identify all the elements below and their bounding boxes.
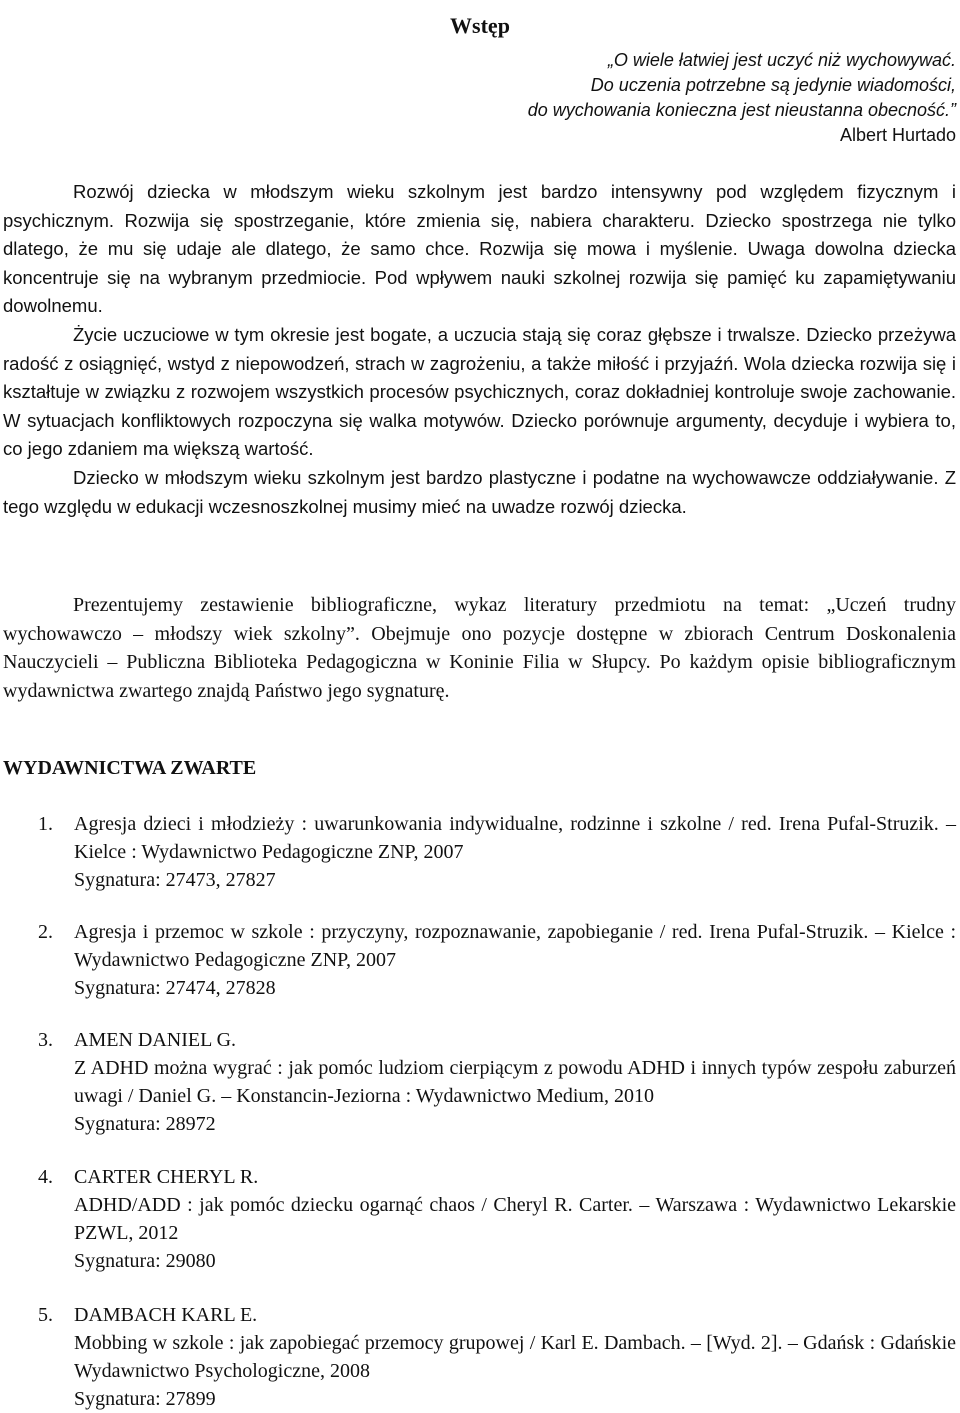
bibliography-entry	[38, 1163, 956, 1275]
entry-signature: Sygnatura: 27473, 27827	[74, 869, 276, 891]
motto-line: Do uczenia potrzebne są jedynie wiadomości,	[590, 75, 956, 95]
entry-author: DAMBACH KARL E.	[74, 1304, 258, 1326]
motto-line: „O wiele łatwiej jest uczyć niż wychowywać.	[607, 50, 956, 70]
intro-paragraph: Życie uczuciowe w tym okresie jest bogate, a uczucia stają się coraz głębsze i trwalsze. Dziecko przeżywa radość z osiągnięć, wstyd z niepowodzeń, strach w zagrożeniu, a także miłość i przyjaźń. Wola dziecka rozwija się i kształtuje w związku z rozwojem wszystkich procesów psychicznych, coraz dokładniej kontroluje swoje zachowanie. W sytuacjach konfliktowych rozpoczyna się walka motywów. Dziecko porównuje argumenty, decyduje i wybiera to, co jego zdaniem ma większą wartość.	[3, 323, 956, 460]
bibliography-entry	[38, 1026, 956, 1138]
entry-number: 1.	[38, 813, 53, 835]
entry-author: CARTER CHERYL R.	[74, 1166, 259, 1188]
bibliography-entry	[38, 1301, 956, 1413]
intro-text	[3, 178, 956, 521]
entry-number: 3.	[38, 1029, 53, 1051]
entry-description: Z ADHD można wygrać : jak pomóc ludziom cierpiącym z powodu ADHD i innych typów zespołu zaburzeń uwagi / Daniel G. – Konstancin-Jeziorna : Wydawnictwo Medium, 2010	[74, 1057, 956, 1107]
page-title: Wstęp	[450, 12, 510, 38]
bibliography-entry	[38, 810, 956, 894]
motto-author: Albert Hurtado	[839, 125, 956, 145]
section-heading: WYDAWNICTWA ZWARTE	[3, 757, 257, 779]
bibliography-intro: Prezentujemy zestawienie bibliograficzne, wykaz literatury przedmiotu na temat: „Uczeń trudny wychowawczo – młodszy wiek szkolny”. Obejmuje ono pozycje dostępne w zbiorach Centrum Doskonalenia Nauczycieli – Publiczna Biblioteka Pedagogiczna w Koninie Filia w Słupcy. Po każdym opisie bibliograficznym wydawnictwa zwartego znajdą Państwo jego sygnaturę.	[3, 594, 956, 702]
entry-description: Mobbing w szkole : jak zapobiegać przemocy grupowej / Karl E. Dambach. – [Wyd. 2]. – Gdańsk : Gdańskie Wydawnictwo Psychologiczne, 2008	[74, 1332, 956, 1382]
entry-number: 5.	[38, 1304, 53, 1326]
entry-description: Agresja dzieci i młodzieży : uwarunkowania indywidualne, rodzinne i szkolne / red. Irena Pufal-Struzik. – Kielce : Wydawnictwo Pedagogiczne ZNP, 2007	[74, 813, 956, 863]
entry-signature: Sygnatura: 28972	[74, 1113, 216, 1135]
entry-description: ADHD/ADD : jak pomóc dziecku ogarnąć chaos / Cheryl R. Carter. – Warszawa : Wydawnictwo Lekarskie PZWL, 2012	[74, 1194, 956, 1244]
intro-paragraph: Dziecko w młodszym wieku szkolnym jest bardzo plastyczne i podatne na wychowawcze oddziaływanie. Z tego względu w edukacji wczesnoszkolnej musimy mieć na uwadze rozwój dziecka.	[3, 466, 956, 517]
entry-number: 2.	[38, 921, 53, 943]
entry-number: 4.	[38, 1166, 53, 1188]
intro-paragraph: Rozwój dziecka w młodszym wieku szkolnym jest bardzo intensywny pod względem fizycznym i psychicznym. Rozwija się spostrzeganie, które zmienia się, nabiera charakteru. Dziecko spostrzega nie tylko dlatego, że mu się udaje ale dlatego, że samo chce. Rozwija się mowa i myślenie. Uwaga dowolna dziecka koncentruje się na wybranym przedmiocie. Pod wpływem nauki szkolnej rozwija się pamięć ku zapamiętywaniu dowolnemu.	[3, 181, 956, 317]
entry-signature: Sygnatura: 29080	[74, 1250, 216, 1272]
motto-quote	[256, 48, 956, 148]
motto-line: do wychowania konieczna jest nieustanna obecność.”	[527, 100, 956, 120]
entry-description: Agresja i przemoc w szkole : przyczyny, rozpoznawanie, zapobieganie / red. Irena Pufal-Struzik. – Kielce : Wydawnictwo Pedagogiczne ZNP, 2007	[74, 921, 956, 971]
entry-author: AMEN DANIEL G.	[74, 1029, 237, 1051]
entry-signature: Sygnatura: 27474, 27828	[74, 977, 276, 999]
entry-signature: Sygnatura: 27899	[74, 1388, 216, 1410]
bibliography-entry	[38, 918, 956, 1002]
